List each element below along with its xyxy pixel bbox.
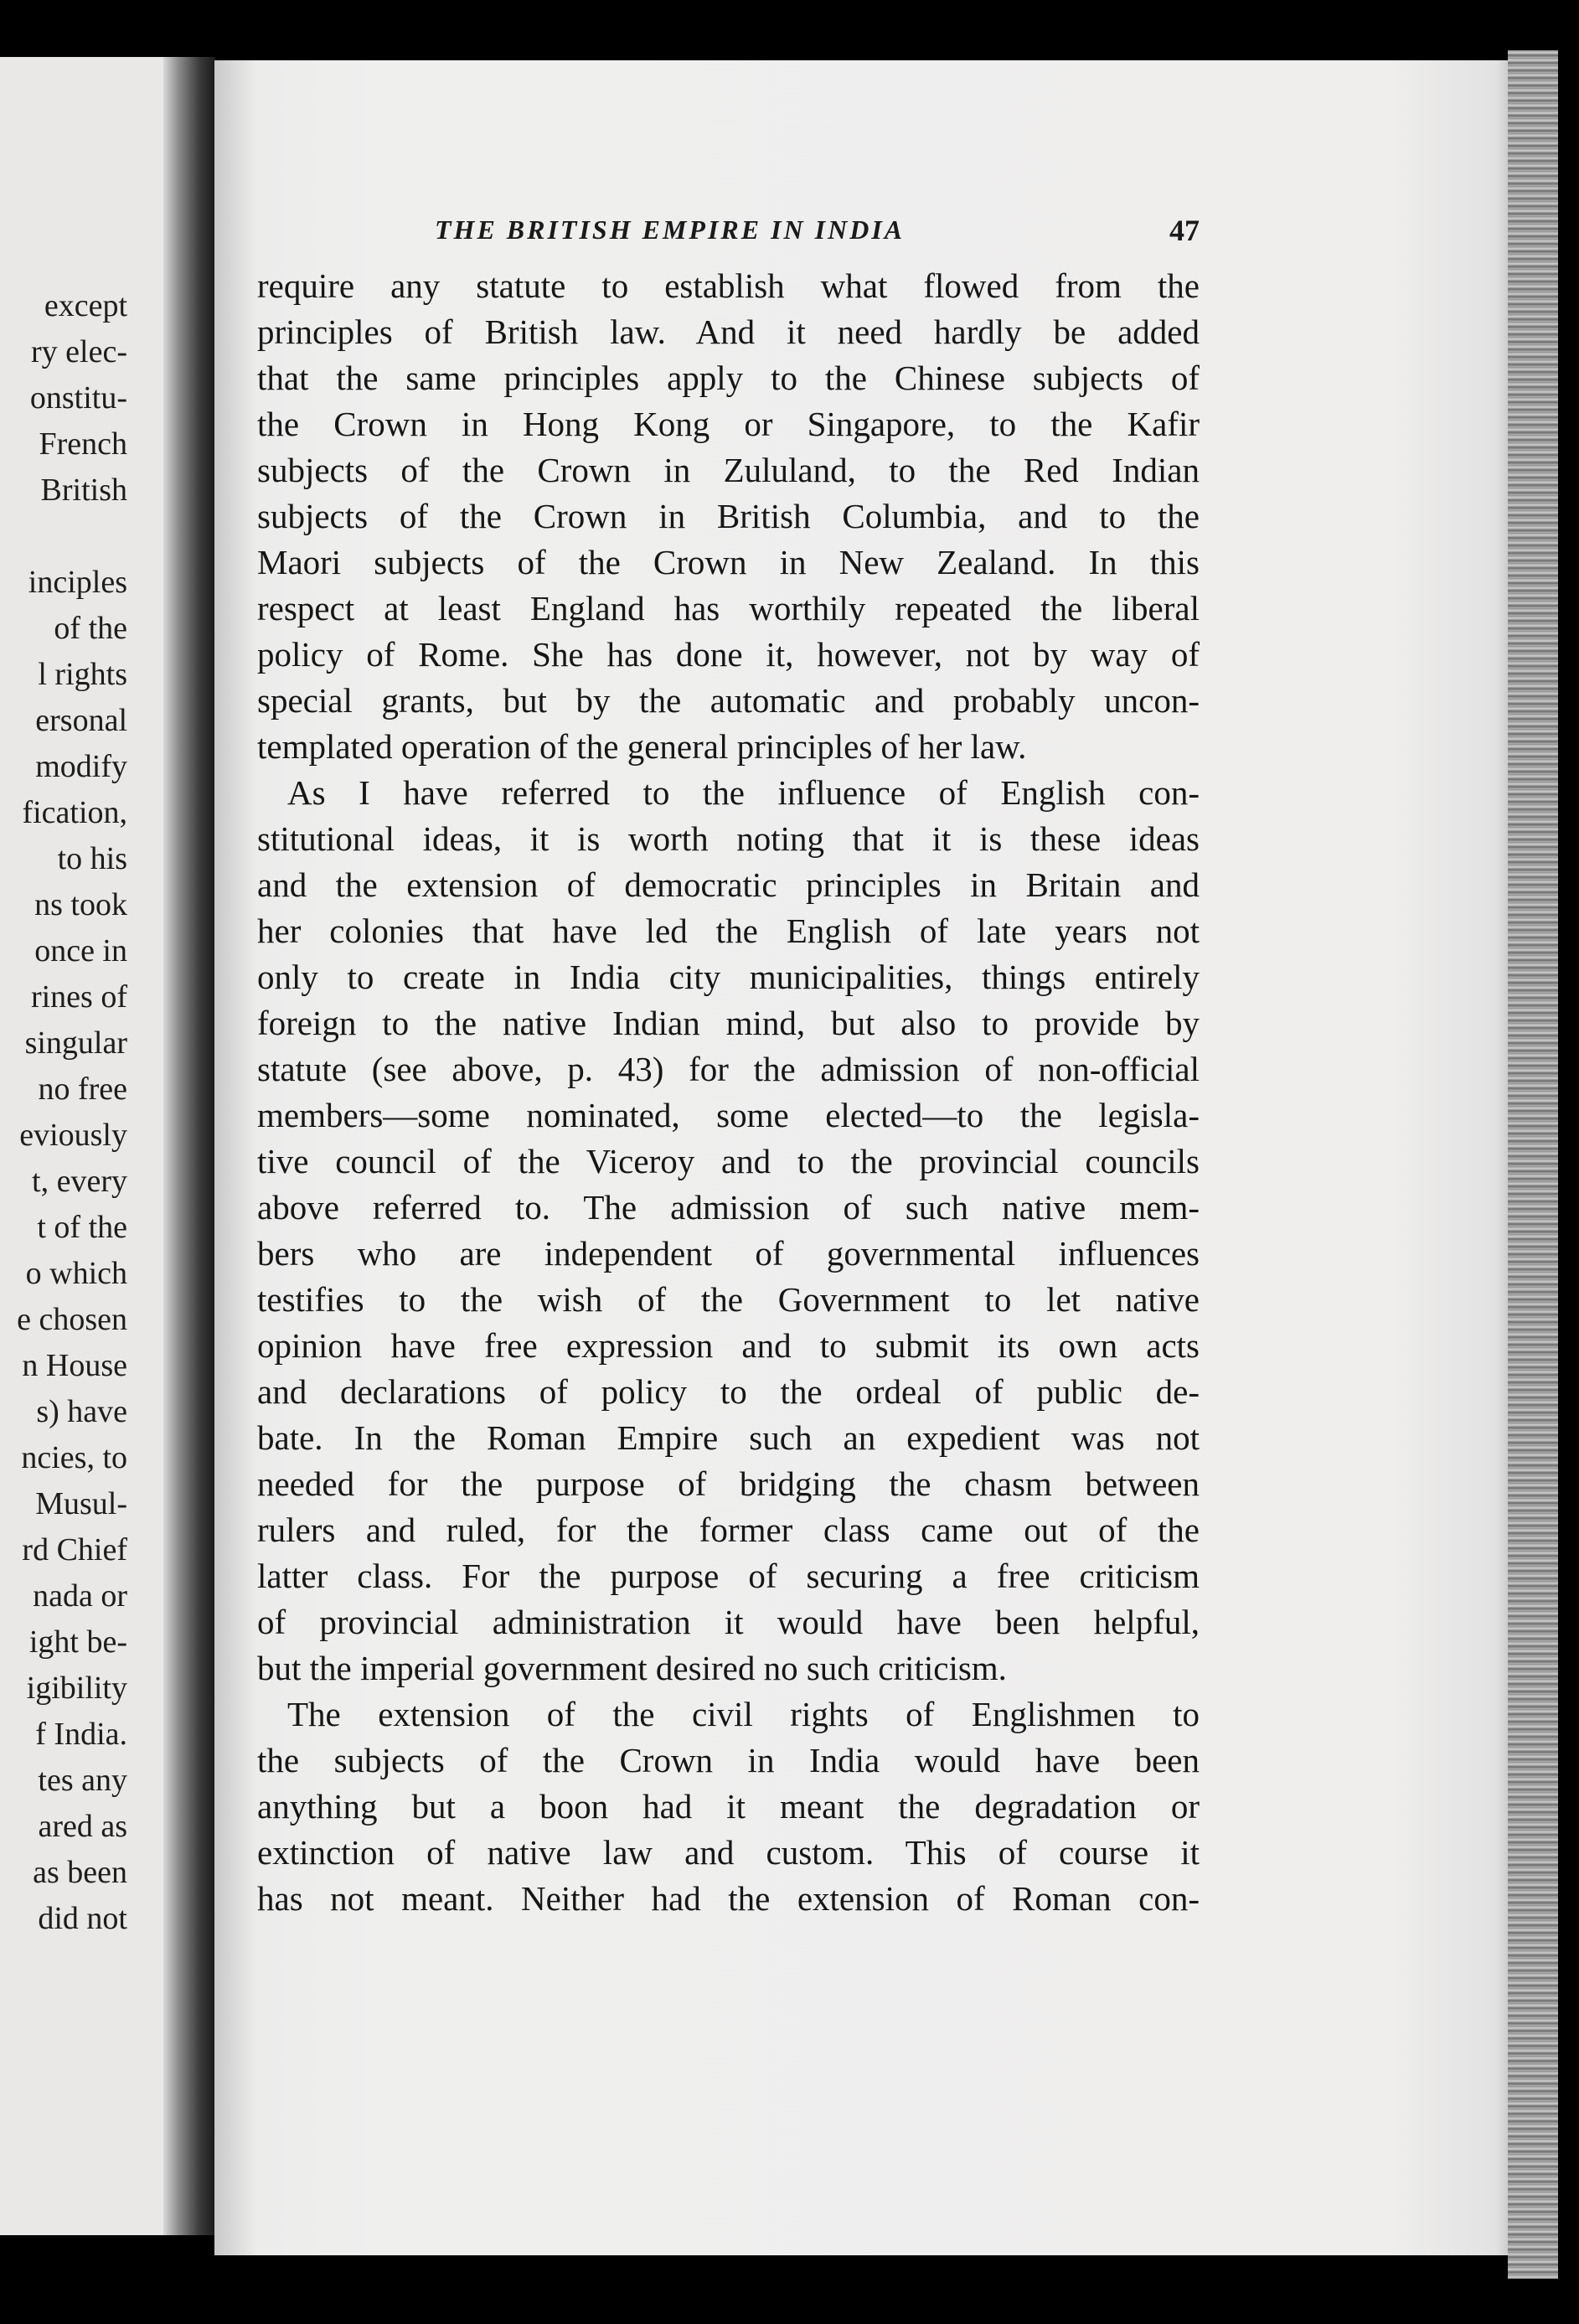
text-line: bers who are independent of governmental influences	[257, 1234, 1200, 1273]
left-page-line	[0, 514, 127, 560]
left-page-line: igibility	[26, 1671, 127, 1706]
text-line: needed for the purpose of bridging the chasm between	[257, 1464, 1200, 1503]
left-page-line: ns took	[34, 887, 127, 922]
text-line: the subjects of the Crown in India would have been	[257, 1741, 1200, 1779]
left-page-line: of the	[54, 611, 127, 646]
text-line: the Crown in Hong Kong or Singapore, to the Kafir	[257, 405, 1200, 443]
text-line: extinction of native law and custom. This of course it	[257, 1833, 1200, 1872]
left-page-line: modify	[35, 749, 127, 784]
left-page-line: singular	[24, 1025, 127, 1061]
left-page-line: tes any	[38, 1763, 127, 1798]
left-page-line: no free	[38, 1072, 127, 1107]
text-line: members—some nominated, some elected—to the legisla-	[257, 1096, 1200, 1134]
text-line: foreign to the native Indian mind, but also to provide by	[257, 1004, 1200, 1042]
text-line: above referred to. The admission of such native mem-	[257, 1188, 1200, 1227]
left-page-line: s) have	[36, 1394, 127, 1429]
left-page-line: t, every	[32, 1164, 127, 1199]
left-page-line: as been	[33, 1855, 127, 1890]
text-line: subjects of the Crown in British Columbia, and to the	[257, 497, 1200, 535]
text-line: opinion have free expression and to submit its own acts	[257, 1326, 1200, 1365]
left-page-line: Musul-	[35, 1486, 127, 1521]
text-line: testifies to the wish of the Government to let native	[257, 1280, 1200, 1319]
book-gutter-shadow	[163, 57, 215, 2235]
text-line: principles of British law. And it need hardly be added	[257, 312, 1200, 351]
left-page-line: ared as	[38, 1809, 127, 1844]
text-line: statute (see above, p. 43) for the admission of non-official	[257, 1050, 1200, 1088]
text-line: of provincial administration it would have been helpful,	[257, 1603, 1200, 1641]
text-line: stitutional ideas, it is worth noting that it is these ideas	[257, 819, 1200, 858]
left-page-line: eviously	[19, 1118, 127, 1153]
text-line: bate. In the Roman Empire such an expedient was not	[257, 1418, 1200, 1457]
text-line: templated operation of the general principles of her law.	[257, 727, 1027, 766]
text-line: The extension of the civil rights of Englishmen to	[287, 1695, 1200, 1733]
text-line: and declarations of policy to the ordeal of public de-	[257, 1372, 1200, 1411]
left-page-line: ight be-	[28, 1624, 127, 1660]
left-page-line: f India.	[35, 1717, 127, 1752]
text-line: only to create in India city municipalities, things entirely	[257, 958, 1200, 996]
left-page-line: fication,	[22, 795, 127, 830]
text-line: policy of Rome. She has done it, however, not by way of	[257, 635, 1200, 674]
text-line: but the imperial government desired no such criticism.	[257, 1649, 1007, 1687]
left-page-line: onstitu-	[29, 380, 127, 416]
page-number: 47	[1169, 214, 1200, 247]
left-page-text	[0, 283, 127, 1942]
body-text	[257, 263, 1200, 1922]
text-line: rulers and ruled, for the former class came out of the	[257, 1511, 1200, 1549]
left-page-line: n House	[22, 1348, 127, 1383]
text-line: require any statute to establish what flowed from the	[257, 266, 1200, 305]
page-content	[257, 209, 1200, 1922]
left-page-line: ry elec-	[31, 334, 127, 369]
left-page-line: ncies, to	[21, 1440, 127, 1475]
left-page-line: ersonal	[35, 703, 127, 738]
text-line: respect at least England has worthily repeated the liberal	[257, 589, 1200, 627]
page-edge-stack	[1508, 50, 1558, 2279]
left-page-line: once in	[34, 933, 127, 968]
left-page-line: British	[40, 473, 127, 508]
text-line: special grants, but by the automatic and probably uncon-	[257, 681, 1200, 720]
text-line: that the same principles apply to the Chinese subjects of	[257, 359, 1200, 397]
left-page-line: did not	[38, 1901, 127, 1936]
left-page-line: e chosen	[17, 1302, 127, 1337]
left-page-line: French	[39, 426, 127, 462]
left-page-line: l rights	[38, 657, 127, 692]
left-page-line: t of the	[37, 1210, 127, 1245]
left-page-line: to his	[57, 841, 127, 876]
running-head	[257, 209, 1200, 260]
text-line: latter class. For the purpose of securing a free criticism	[257, 1557, 1200, 1595]
left-page-line: o which	[25, 1256, 127, 1291]
running-title: THE BRITISH EMPIRE IN INDIA	[435, 214, 906, 245]
left-page-line: rines of	[30, 979, 127, 1015]
left-page-line: except	[44, 288, 127, 323]
left-page-line: nada or	[33, 1578, 127, 1614]
left-page-line: rd Chief	[22, 1532, 127, 1567]
text-line: has not meant. Neither had the extension of Roman con-	[257, 1879, 1200, 1918]
text-line: and the extension of democratic principles in Britain and	[257, 865, 1200, 904]
text-line: tive council of the Viceroy and to the provincial councils	[257, 1142, 1200, 1180]
text-line: As I have referred to the influence of English con-	[287, 773, 1200, 812]
text-line: her colonies that have led the English of late years not	[257, 912, 1200, 950]
text-line: Maori subjects of the Crown in New Zealand. In this	[257, 543, 1200, 581]
text-line: subjects of the Crown in Zululand, to the Red Indian	[257, 451, 1200, 489]
text-line: anything but a boon had it meant the degradation or	[257, 1787, 1200, 1826]
left-page-line: inciples	[28, 565, 127, 600]
